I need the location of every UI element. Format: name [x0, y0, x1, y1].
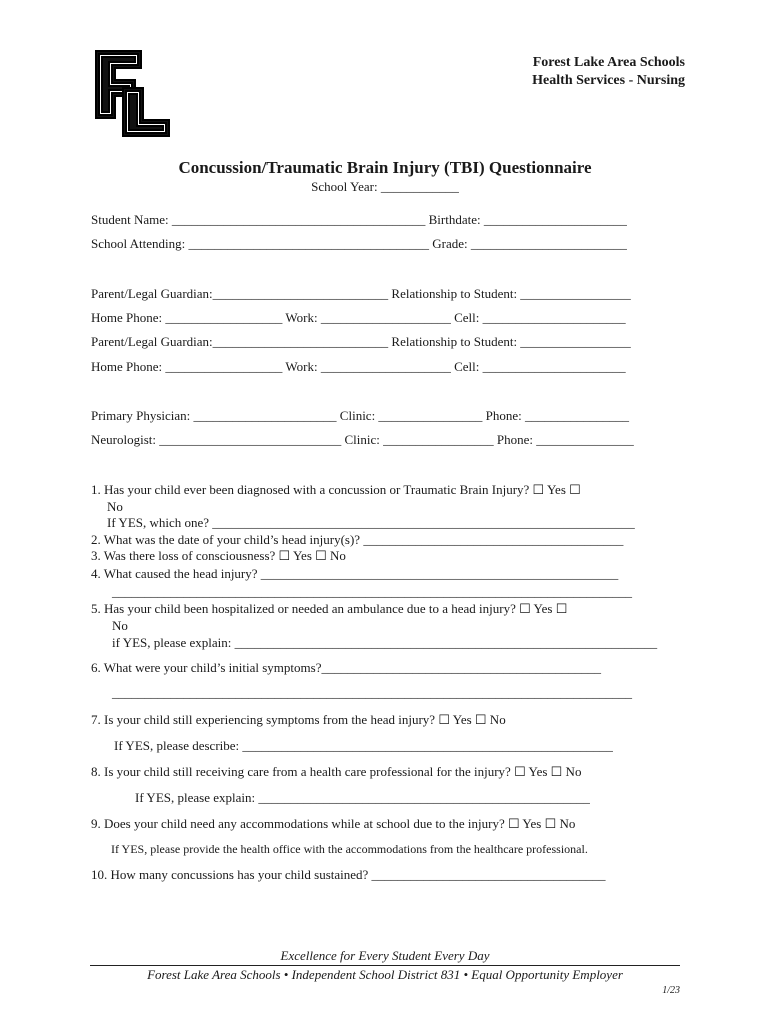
question-2[interactable]: 2. What was the date of your child’s head injury(s)? ________________________________________ [91, 532, 624, 547]
page-number: 1/23 [662, 985, 680, 996]
question-1-cont[interactable]: No [107, 499, 123, 514]
org-name: Forest Lake Area Schools [532, 55, 685, 70]
question-4[interactable]: 4. What caused the head injury? _______________________________________________________ [91, 566, 619, 581]
question-7[interactable]: 7. Is your child still experiencing symptoms from the head injury? ☐ Yes ☐ No [91, 712, 506, 727]
fl-logo-shape [96, 51, 169, 136]
question-6-line[interactable]: ________________________________________________________________________________ [112, 685, 632, 700]
guardian-2-line[interactable]: Parent/Legal Guardian:___________________________ Relationship to Student: _________________ [91, 334, 631, 349]
question-7-if[interactable]: If YES, please describe: _________________________________________________________ [114, 738, 613, 753]
question-10[interactable]: 10. How many concussions has your child sustained? ____________________________________ [91, 867, 606, 882]
school-year-field[interactable]: School Year: ____________ [311, 179, 459, 194]
form-title: Concussion/Traumatic Brain Injury (TBI) Questionnaire [178, 158, 592, 177]
question-5-cont[interactable]: No [112, 618, 128, 633]
guardian-1-line[interactable]: Parent/Legal Guardian:___________________________ Relationship to Student: _________________ [91, 286, 631, 301]
guardian-2-phones[interactable]: Home Phone: __________________ Work: ____________________ Cell: ______________________ [91, 359, 626, 374]
physician-line[interactable]: Primary Physician: ______________________ Clinic: ________________ Phone: ________________ [91, 408, 630, 423]
question-3[interactable]: 3. Was there loss of consciousness? ☐ Yes ☐ No [91, 548, 346, 563]
footer-motto: Excellence for Every Student Every Day [280, 948, 490, 963]
question-9[interactable]: 9. Does your child need any accommodations while at school due to the injury? ☐ Yes ☐ No [91, 816, 576, 831]
footer-divider [90, 965, 680, 966]
footer-district: Forest Lake Area Schools • Independent School District 831 • Equal Opportunity Employer [147, 967, 623, 982]
student-info-line-2[interactable]: School Attending: _____________________________________ Grade: ________________________ [91, 236, 627, 251]
student-info-line-1[interactable]: Student Name: _______________________________________ Birthdate: ______________________ [91, 212, 627, 227]
question-8-if[interactable]: If YES, please explain: ___________________________________________________ [135, 790, 590, 805]
question-4-line[interactable]: ________________________________________________________________________________ [112, 584, 632, 599]
question-1-if[interactable]: If YES, which one? _________________________________________________________________ [107, 515, 635, 530]
forest-lake-logo [93, 48, 173, 138]
guardian-1-phones[interactable]: Home Phone: __________________ Work: ____________________ Cell: ______________________ [91, 310, 626, 325]
question-9-if: If YES, please provide the health office with the accommodations from the healthcare professional. [111, 842, 588, 856]
question-1[interactable]: 1. Has your child ever been diagnosed with a concussion or Traumatic Brain Injury? ☐ Yes ☐ [91, 482, 581, 497]
question-5[interactable]: 5. Has your child been hospitalized or needed an ambulance due to a head injury? ☐ Yes ☐ [91, 601, 568, 616]
question-8[interactable]: 8. Is your child still receiving care from a health care professional for the injury? ☐ Yes ☐ No [91, 764, 582, 779]
question-5-if[interactable]: if YES, please explain: _________________________________________________________________ [112, 635, 658, 650]
question-6[interactable]: 6. What were your child’s initial symptoms?___________________________________________ [91, 660, 601, 675]
neurologist-line[interactable]: Neurologist: ____________________________ Clinic: _________________ Phone: _______________ [91, 432, 634, 447]
dept-name: Health Services - Nursing [532, 73, 685, 88]
